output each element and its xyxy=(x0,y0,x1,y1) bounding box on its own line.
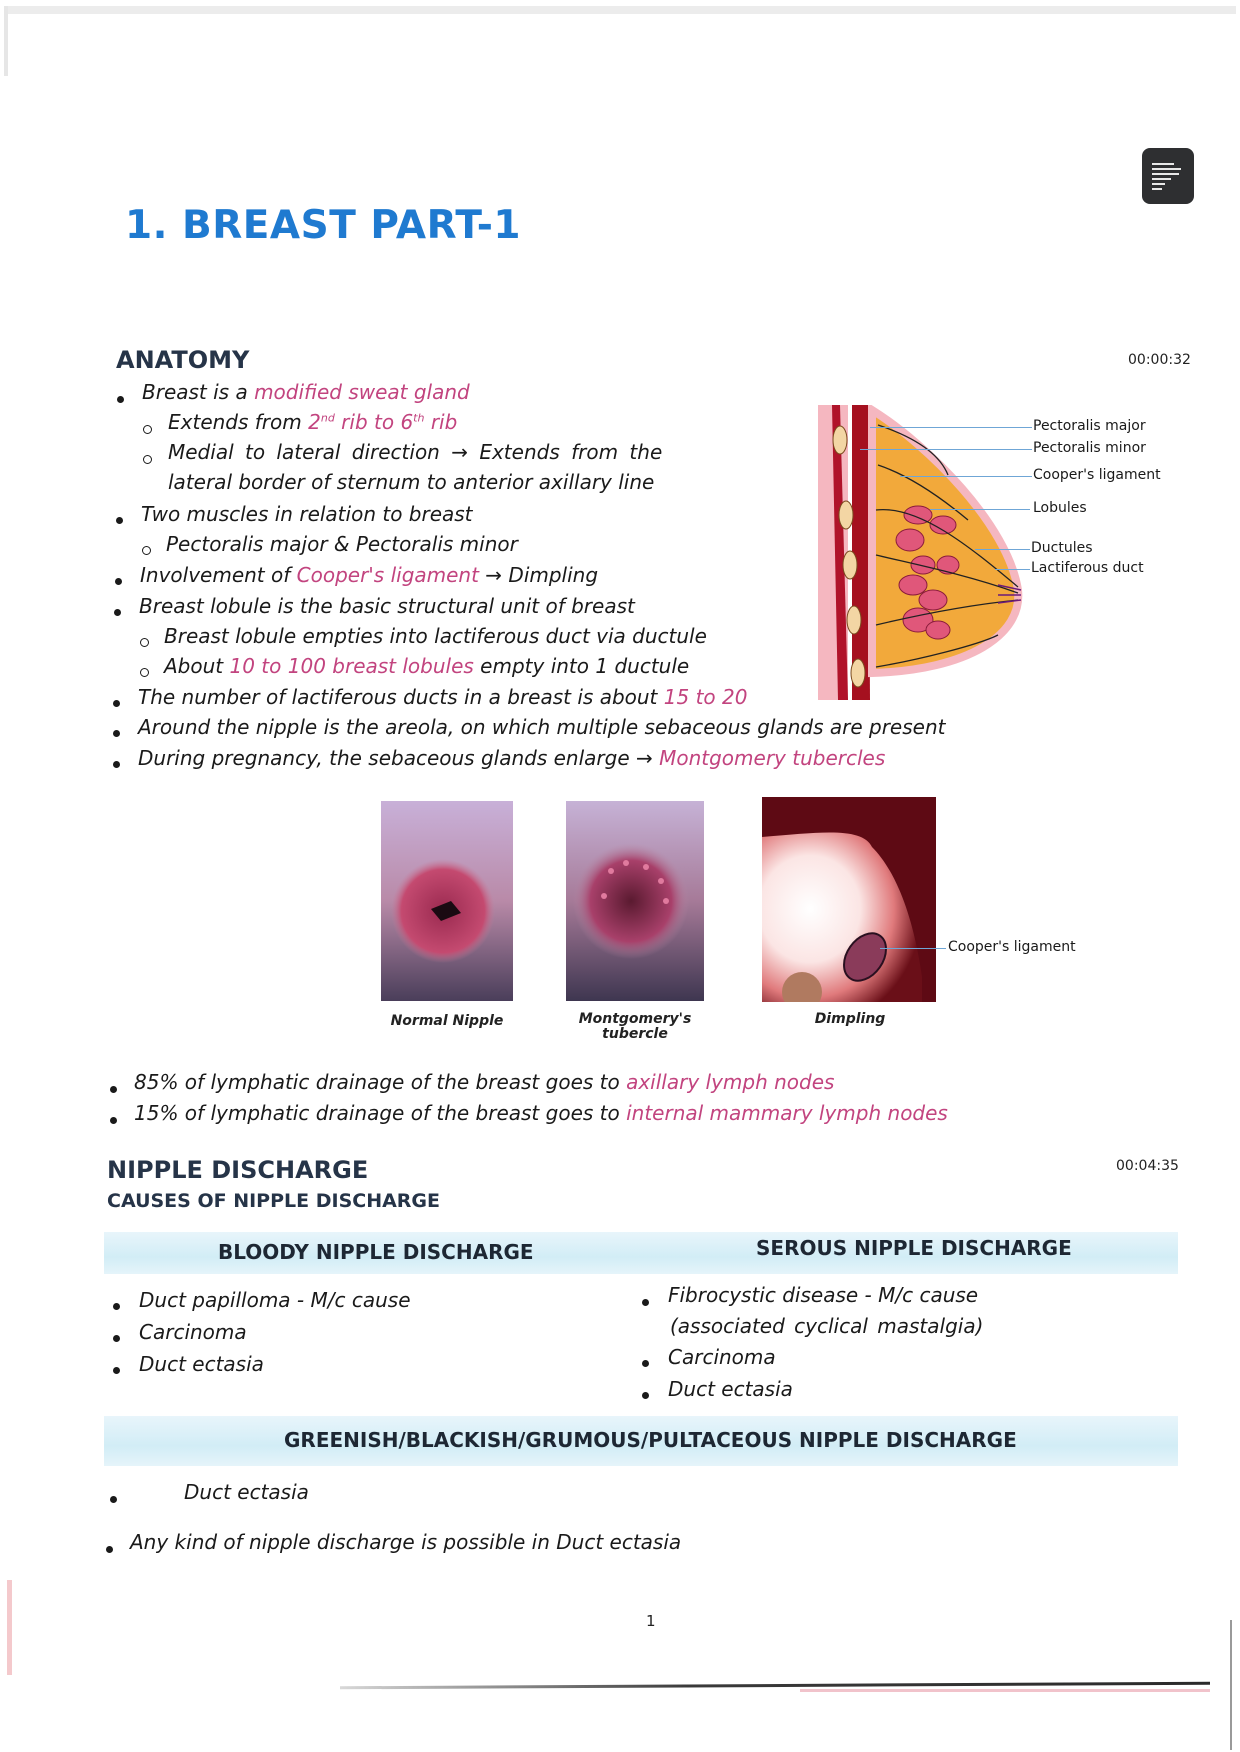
bullet xyxy=(642,1360,649,1367)
sub-bullet xyxy=(143,455,152,464)
page-number: 1 xyxy=(646,1612,656,1630)
greenish-discharge-title: GREENISH/BLACKISH/GRUMOUS/PULTACEOUS NIPPLE DISCHARGE xyxy=(284,1428,1017,1452)
leader-line xyxy=(975,549,1030,550)
label-lobules: Lobules xyxy=(1033,500,1087,516)
serous-item: Carcinoma xyxy=(668,1345,776,1369)
anatomy-line-9: Breast lobule empties into lactiferous duct via ductule xyxy=(164,624,707,648)
label-coopers-ligament: Cooper's ligament xyxy=(1033,467,1161,483)
bullet xyxy=(110,1117,117,1124)
scan-edge-left-pink xyxy=(7,1580,12,1675)
scan-edge-top xyxy=(4,6,1236,14)
rib xyxy=(847,606,861,634)
document-app-icon[interactable] xyxy=(1142,148,1194,204)
bullet xyxy=(642,1299,649,1306)
anatomy-line-8: Breast lobule is the basic structural unit of breast xyxy=(139,594,635,618)
anatomy-line-1: Breast is a modified sweat gland xyxy=(142,380,470,404)
rib xyxy=(843,551,857,579)
bullet xyxy=(106,1546,113,1553)
bloody-item: Carcinoma xyxy=(139,1320,247,1344)
lymph-line-axillary: 85% of lymphatic drainage of the breast goes to axillary lymph nodes xyxy=(134,1070,835,1094)
causes-subheading: CAUSES OF NIPPLE DISCHARGE xyxy=(107,1190,441,1212)
leader-line xyxy=(870,427,1032,428)
bullet xyxy=(113,730,120,737)
bullet xyxy=(110,1496,117,1503)
anatomy-line-13: During pregnancy, the sebaceous glands enlarge → Montgomery tubercles xyxy=(138,746,886,770)
rib xyxy=(833,426,847,454)
sub-bullet xyxy=(140,638,149,647)
label-pectoralis-major: Pectoralis major xyxy=(1033,418,1146,434)
sub-bullet xyxy=(143,425,152,434)
anatomy-line-7: Involvement of Cooper's ligament → Dimpling xyxy=(140,563,599,587)
anatomy-line-11: The number of lactiferous ducts in a breast is about 15 to 20 xyxy=(138,685,748,709)
bullet xyxy=(113,700,120,707)
bullet xyxy=(113,1367,120,1374)
rib xyxy=(839,501,853,529)
caption-dimpling: Dimpling xyxy=(814,1011,886,1027)
leader-line xyxy=(860,449,1032,450)
leader-line xyxy=(900,476,1032,477)
photo-dimpling xyxy=(762,797,936,1002)
bullet xyxy=(113,761,120,768)
duct-ectasia-note: Any kind of nipple discharge is possible in Duct ectasia xyxy=(130,1530,682,1554)
footer-rule-accent xyxy=(800,1689,1210,1692)
anatomy-line-10: About 10 to 100 breast lobules empty into 1 ductule xyxy=(164,654,690,678)
scan-edge-left xyxy=(4,6,8,76)
anatomy-heading: ANATOMY xyxy=(116,346,250,374)
bullet xyxy=(115,578,122,585)
serous-item-note: (associated cyclical mastalgia) xyxy=(670,1314,984,1338)
bullet xyxy=(114,609,121,616)
leader-line xyxy=(995,569,1030,570)
sub-bullet xyxy=(142,546,151,555)
bullet xyxy=(642,1392,649,1399)
lymph-line-internal-mammary: 15% of lymphatic drainage of the breast goes to internal mammary lymph nodes xyxy=(134,1101,948,1125)
bullet xyxy=(113,1303,120,1310)
anatomy-line-3: Medial to lateral direction → Extends from the xyxy=(168,440,663,464)
anatomy-line-6: Pectoralis major & Pectoralis minor xyxy=(166,532,518,556)
anatomy-line-5: Two muscles in relation to breast xyxy=(141,502,473,526)
bullet xyxy=(113,1335,120,1342)
leader-line xyxy=(880,948,946,949)
serous-discharge-title: SEROUS NIPPLE DISCHARGE xyxy=(756,1236,1072,1260)
anatomy-line-12: Around the nipple is the areola, on which multiple sebaceous glands are present xyxy=(138,715,946,739)
page-title: 1. BREAST PART-1 xyxy=(125,203,522,248)
sub-bullet xyxy=(140,668,149,677)
label-lactiferous-duct: Lactiferous duct xyxy=(1031,560,1144,576)
caption-normal-nipple: Normal Nipple xyxy=(390,1013,504,1029)
bullet xyxy=(110,1086,117,1093)
greenish-item: Duct ectasia xyxy=(184,1480,309,1504)
photo-normal-nipple xyxy=(381,801,513,1001)
nipple-discharge-timestamp[interactable]: 00:04:35 xyxy=(1116,1158,1179,1174)
caption-montgomery-tubercle: Montgomery's tubercle xyxy=(578,1011,692,1042)
scan-edge-right xyxy=(1230,1620,1232,1750)
anatomy-line-2: Extends from 2nd rib to 6th rib xyxy=(168,410,458,434)
bullet xyxy=(116,517,123,524)
anatomy-timestamp[interactable]: 00:00:32 xyxy=(1128,352,1191,368)
anatomy-line-4: lateral border of sternum to anterior axillary line xyxy=(168,470,655,494)
rib xyxy=(851,659,865,687)
label-photo-coopers-ligament: Cooper's ligament xyxy=(948,939,1076,955)
serous-item: Fibrocystic disease - M/c cause xyxy=(668,1283,979,1307)
serous-item: Duct ectasia xyxy=(668,1377,793,1401)
nipple-discharge-heading: NIPPLE DISCHARGE xyxy=(107,1156,369,1184)
bloody-item: Duct ectasia xyxy=(139,1352,264,1376)
bullet xyxy=(117,396,124,403)
photo-montgomery-tubercle xyxy=(566,801,704,1001)
bloody-item: Duct papilloma - M/c cause xyxy=(139,1288,411,1312)
label-pectoralis-minor: Pectoralis minor xyxy=(1033,440,1146,456)
bloody-discharge-title: BLOODY NIPPLE DISCHARGE xyxy=(218,1240,534,1264)
leader-line xyxy=(930,509,1030,510)
label-ductules: Ductules xyxy=(1031,540,1093,556)
